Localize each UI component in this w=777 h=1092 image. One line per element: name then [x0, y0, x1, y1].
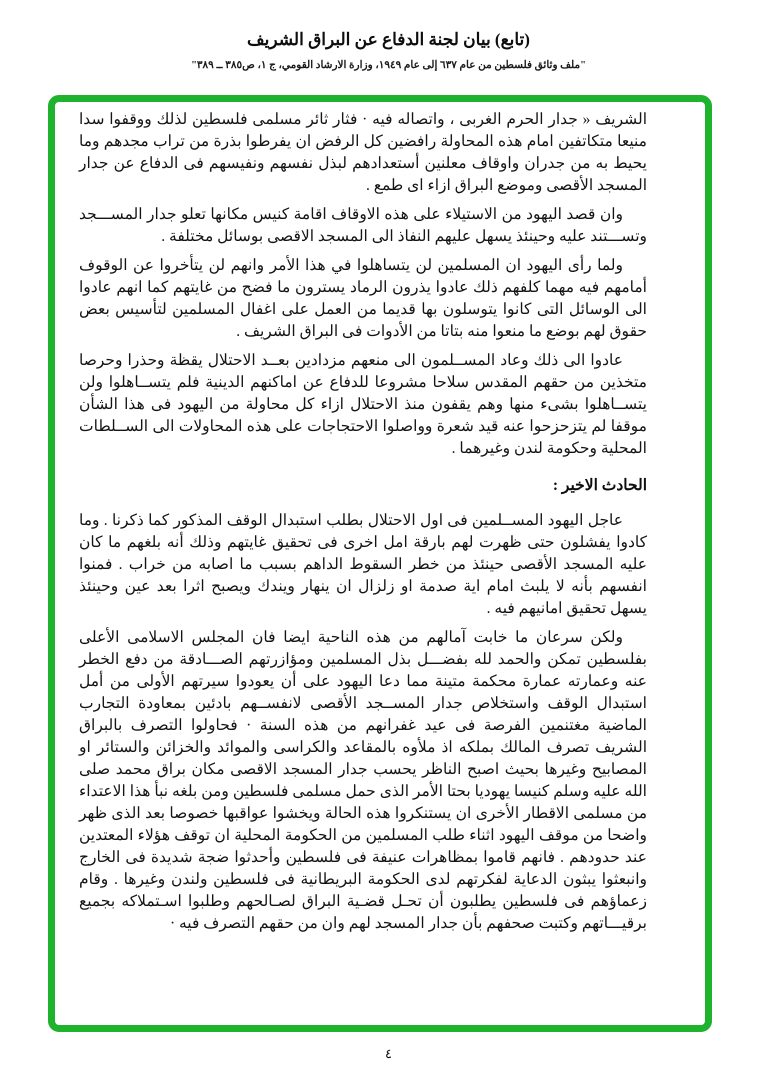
paragraph: الشريف « جدار الحرم الغربى ، واتصاله فيه · فثار ثائر مسلمى فلسطين لذلك ووقفوا سدا منيعا متكاتفين امام هذه المحاولة رافضين كل الرفض ان يفرطوا بذرة من تراب مجدهم وما يحيط به من جدران واوقاف معلنين أستعدادهم لبذل نفسهم ونفيسهم فى الدفاع عن جدار المسجد الأقصى وموضع البراق ازاء اى طمع . — [79, 111, 647, 194]
page-number: ٤ — [385, 1046, 392, 1061]
paragraph: وان قصد اليهود من الاستيلاء على هذه الاوقاف اقامة كنيس مكانها تعلو جدار المســـجد وتســـتند عليه وحينئذ يسهل عليهم النفاذ الى المسجد الاقصى بوسائل مختلفة . — [79, 206, 647, 245]
document-header — [0, 30, 777, 71]
source-citation: "ملف وثائق فلسطين من عام ٦٣٧ إلى عام ١٩٤٩، وزارة الارشاد القومي، ج ١، ص٣٨٥ ــ ٣٨٩" — [191, 60, 586, 71]
paragraph: ولما رأى اليهود ان المسلمين لن يتساهلوا في هذا الأمر وانهم لن يتأخروا عن الوقوف أمامهم فيه مهما كلفهم ذلك عادوا يذرون الرماد يسترون ما فضح من غايتهم كما انهم عادوا الى الوسائل التى كانوا يتوسلون بها قديما من العمل على اغفال المسلمين لتأسيس بعض حقوق لهم بوضع ما منعوا منه بتاتا من الأدوات فى البراق الشريف . — [79, 257, 647, 340]
document-body — [79, 109, 647, 942]
document-title: (تابع) بيان لجنة الدفاع عن البراق الشريف — [247, 30, 530, 49]
content-border-frame — [48, 95, 712, 1032]
paragraph: عادوا الى ذلك وعاد المســلمون الى منعهم مزدادين بعــد الاحتلال يقظة وحذرا وحرصا متخذين من حقهم المقدس سلاحا مشروعا للدفاع عن اماكنهم الدينية فلم يتســاهلوا ولن يتســاهلوا بشىء منها وهم يقفون منذ الاحتلال ازاء كل محاولة من اليهود فى هذا الشأن موقفا لم يتزحزحوا عنه قيد شعرة وواصلوا الاحتجاجات على هذه المحاولات الى الســلطات المحلية وحكومة لندن وغيرهما . — [79, 352, 647, 457]
paragraph: عاجل اليهود المســلمين فى اول الاحتلال بطلب استبدال الوقف المذكور كما ذكرنا . وما كادوا يفشلون حتى ظهرت لهم بارقة امل اخرى فى تحقيق غايتهم وذلك أنه بلغهم ما كان عليه المسجد الأقصى حينئذ من خطر السقوط الداهم بسبب ما اصابه من خراب . فمنوا انفسهم بأنه لا يلبث امام اية صدمة او زلزال ان ينهار ويندك ويصبح اثرا بعد عين وحينئذ يسهل تحقيق امانيهم فيه . — [79, 512, 647, 617]
section-heading: الحادث الاخير : — [552, 477, 647, 494]
paragraph: ولكن سرعان ما خابت آمالهم من هذه الناحية ايضا فان المجلس الاسلامى الأعلى بفلسطين تمكن والحمد لله بفضـــل بذل المسلمين ومؤازرتهم الصـــادقة من دفع الخطر عنه وعمارته عمارة محكمة متينة مما دعا اليهود على أن يعودوا سيرتهم الأولى من أمل استبدال الوقف واستخلاص جدار المســجد الأقصى لانفســهم بادئين بمعاودة التجارب الماضية مغتنمين الفرصة فى عيد غفرانهم من هذه السنة · فحاولوا التصرف بالبراق الشريف تصرف المالك بملكه اذ ملأوه بالمقاعد والكراسى والموائد والخزائن والستائر او المصابيح وغيرها بحيث اصبح الناظر يحسب جدار المسجد الاقصى مكان براق محمد صلى الله عليه وسلم كنيسا يهوديا بحتا الأمر الذى حمل مسلمى فلسطين ومن بلغه نبأ هذا الاعتداء من مسلمى الاقطار الأخرى ان يستنكروا هذه الحالة ويخشوا عواقبها خصوصا بعد الذى ظهر واضحا من موقف اليهود اثناء طلب المسلمين من الحكومة المحلية ان توقف هؤلاء المعتدين عند حدودهم . فانهم قاموا بمظاهرات عنيفة فى فلسطين وأحدثوا ضجة شديدة فى الخارج وانبعثوا يبثون الدعاية لفكرتهم لدى الحكومة البريطانية فى فلسطين ولندن وغيرها . وقام زعماؤهم فى فلسطين يطلبون أن تحـل قضـية البراق لصـالحهم وطلبوا اسـتملاكه بجميع برقيـــاتهم وكتبت صحفهم بأن جدار المسجد لهم وان من حقهم التصرف فيه · — [79, 629, 647, 932]
